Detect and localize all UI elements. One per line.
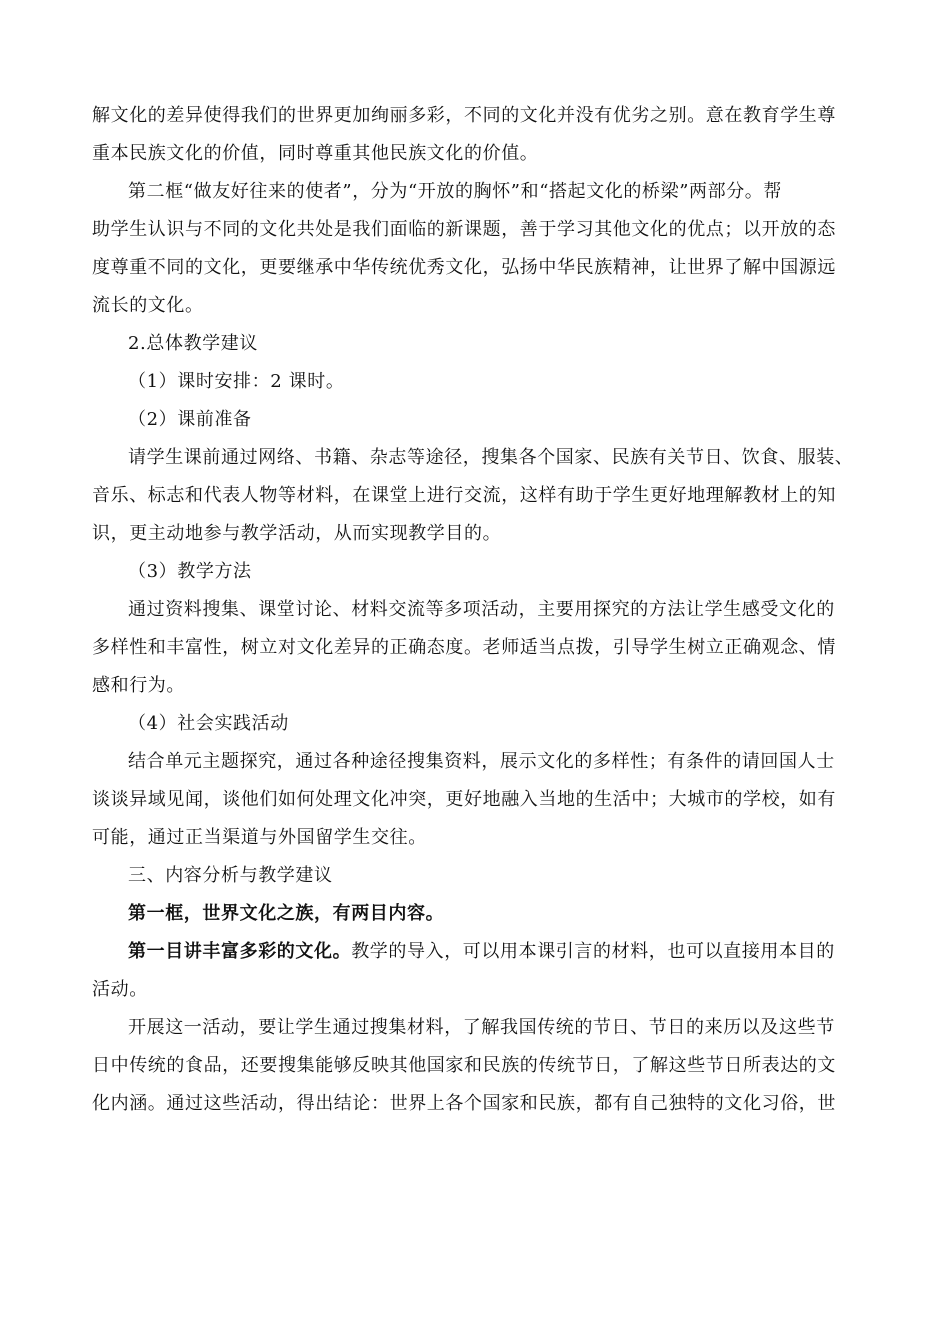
document-body bbox=[92, 97, 864, 1123]
text-line: （3）教学方法 bbox=[128, 561, 252, 582]
paragraph bbox=[92, 591, 864, 705]
text-line: 助学生认识与不同的文化共处是我们面临的新课题，善于学习其他文化的优点；以开放的态 bbox=[92, 219, 836, 240]
text-line bbox=[92, 933, 864, 971]
text-line: （2）课前准备 bbox=[128, 409, 252, 430]
text-line: 三、内容分析与教学建议 bbox=[128, 865, 333, 886]
text-line: 识，更主动地参与教学活动，从而实现教学目的。 bbox=[92, 523, 502, 544]
paragraph bbox=[92, 743, 864, 857]
paragraph bbox=[92, 439, 864, 553]
text-line: 请学生课前通过网络、书籍、杂志等途径，搜集各个国家、民族有关节日、饮食、服装、 bbox=[128, 447, 854, 468]
text-line: 音乐、标志和代表人物等材料，在课堂上进行交流，这样有助于学生更好地理解教材上的知 bbox=[92, 485, 836, 506]
text-line: 第一框，世界文化之族，有两目内容。 bbox=[128, 903, 445, 924]
text-line: 多样性和丰富性，树立对文化差异的正确态度。老师适当点拨，引导学生树立正确观念、情 bbox=[92, 637, 836, 658]
text-line: 2.总体教学建议 bbox=[128, 333, 258, 354]
bold-lead-in: 第一目讲丰富多彩的文化。 bbox=[128, 941, 352, 962]
text-line: 日中传统的食品，还要搜集能够反映其他国家和民族的传统节日，了解这些节日所表达的文 bbox=[92, 1055, 836, 1076]
subsection-heading bbox=[92, 705, 864, 743]
paragraph bbox=[92, 1009, 864, 1123]
text-line: 开展这一活动，要让学生通过搜集材料，了解我国传统的节日、节日的来历以及这些节 bbox=[128, 1017, 835, 1038]
section-heading bbox=[92, 857, 864, 895]
section-heading bbox=[92, 325, 864, 363]
text-line: 流长的文化。 bbox=[92, 295, 204, 316]
text-line: 结合单元主题探究，通过各种途径搜集资料，展示文化的多样性；有条件的请回国人士 bbox=[128, 751, 835, 772]
text-line: 化内涵。通过这些活动，得出结论：世界上各个国家和民族，都有自己独特的文化习俗，世 bbox=[92, 1093, 836, 1114]
text-line: 谈谈异域见闻，谈他们如何处理文化冲突，更好地融入当地的生活中；大城市的学校，如有 bbox=[92, 789, 836, 810]
text-line: 第二框“做友好往来的使者”，分为“开放的胸怀”和“搭起文化的桥梁”两部分。帮 bbox=[128, 181, 783, 202]
paragraph bbox=[92, 173, 864, 325]
text-line: （4）社会实践活动 bbox=[128, 713, 289, 734]
text-run: 教学的导入，可以用本课引言的材料，也可以直接用本目的 bbox=[351, 941, 835, 962]
subsection-heading bbox=[92, 363, 864, 401]
text-line: 可能，通过正当渠道与外国留学生交往。 bbox=[92, 827, 427, 848]
text-line: 活动。 bbox=[92, 979, 148, 1000]
text-line: 通过资料搜集、课堂讨论、材料交流等多项活动，主要用探究的方法让学生感受文化的 bbox=[128, 599, 835, 620]
text-line: 感和行为。 bbox=[92, 675, 185, 696]
paragraph bbox=[92, 933, 864, 1009]
subsection-heading bbox=[92, 401, 864, 439]
bold-heading bbox=[92, 895, 864, 933]
subsection-heading bbox=[92, 553, 864, 591]
text-line: 度尊重不同的文化，更要继承中华传统优秀文化，弘扬中华民族精神，让世界了解中国源远 bbox=[92, 257, 836, 278]
paragraph bbox=[92, 97, 864, 173]
text-line: （1）课时安排：2 课时。 bbox=[128, 371, 345, 392]
text-line: 解文化的差异使得我们的世界更加绚丽多彩，不同的文化并没有优劣之别。意在教育学生尊 bbox=[92, 105, 836, 126]
text-line: 重本民族文化的价值，同时尊重其他民族文化的价值。 bbox=[92, 143, 539, 164]
